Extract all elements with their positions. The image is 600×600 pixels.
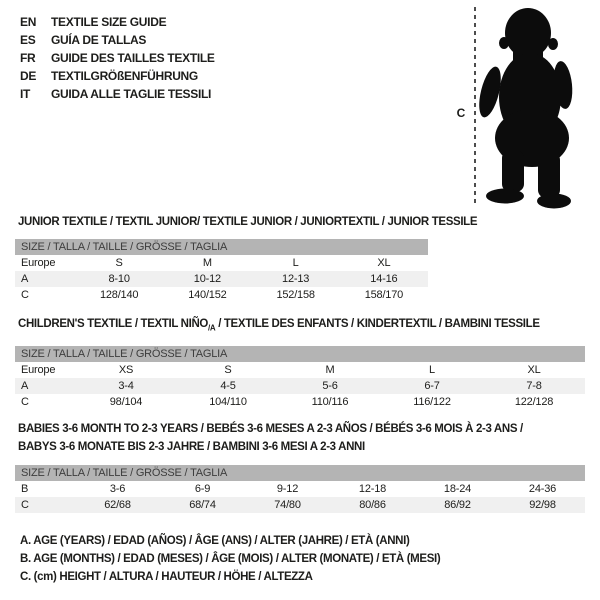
language-header bbox=[20, 13, 215, 103]
table-row-europe bbox=[15, 362, 585, 378]
junior-table-title: JUNIOR TEXTILE / TEXTIL JUNIOR/ TEXTILE JUNIOR / JUNIORTEXTIL / JUNIOR TESSILE bbox=[18, 216, 478, 228]
language-row-it bbox=[20, 85, 215, 103]
table-cell: 110/116 bbox=[311, 396, 349, 408]
language-title: GUIDE DES TAILLES TEXTILE bbox=[51, 51, 215, 65]
table-cell: L bbox=[292, 257, 299, 269]
babies-table-title-line2: BABYS 3-6 MONATE BIS 2-3 JAHRE / BAMBINI 3-6 MESI A 2-3 ANNI bbox=[18, 441, 365, 453]
row-label: A bbox=[21, 380, 29, 392]
table-cell: 24-36 bbox=[528, 483, 557, 495]
table-cell: 122/128 bbox=[514, 396, 554, 408]
language-code: DE bbox=[20, 69, 37, 83]
table-row-europe bbox=[15, 255, 428, 271]
table-cell: 8-10 bbox=[108, 273, 130, 285]
size-header-label: SIZE / TALLA / TAILLE / GRÖSSE / TAGLIA bbox=[21, 241, 228, 253]
row-label: C bbox=[21, 396, 29, 408]
children-table-title bbox=[18, 318, 540, 332]
language-title: TEXTILE SIZE GUIDE bbox=[51, 15, 167, 29]
table-cell: 80/86 bbox=[359, 499, 386, 511]
language-row-de bbox=[20, 67, 215, 85]
table-cell: 6-9 bbox=[194, 483, 211, 495]
size-header-row bbox=[15, 346, 585, 362]
table-row-a bbox=[15, 271, 428, 287]
table-cell: 4-5 bbox=[220, 380, 236, 392]
table-cell: 68/74 bbox=[189, 499, 216, 511]
table-cell: S bbox=[224, 364, 232, 376]
language-title: TEXTILGRÖßENFÜHRUNG bbox=[51, 69, 198, 83]
table-cell: 10-12 bbox=[193, 273, 221, 285]
language-code: EN bbox=[20, 15, 37, 29]
table-cell: XL bbox=[527, 364, 541, 376]
table-cell: 140/152 bbox=[188, 289, 227, 301]
table-cell: 116/122 bbox=[413, 396, 451, 408]
row-label: Europe bbox=[21, 257, 56, 269]
table-cell: S bbox=[115, 257, 123, 269]
table-row-a bbox=[15, 378, 585, 394]
children-size-table bbox=[15, 346, 585, 410]
table-cell: 7-8 bbox=[526, 380, 542, 392]
language-row-en bbox=[20, 13, 215, 31]
size-header-row bbox=[15, 239, 428, 255]
table-cell: 92/98 bbox=[529, 499, 556, 511]
children-title-pre: CHILDREN'S TEXTILE / TEXTIL NIÑO bbox=[18, 318, 209, 330]
table-cell: 12-13 bbox=[282, 273, 310, 285]
size-header-row bbox=[15, 465, 585, 481]
table-cell: 86/92 bbox=[444, 499, 471, 511]
row-label: Europe bbox=[21, 364, 56, 376]
language-row-es bbox=[20, 31, 215, 49]
table-cell: L bbox=[429, 364, 435, 376]
table-row-c bbox=[15, 287, 428, 303]
table-row-c bbox=[15, 394, 585, 410]
size-header-label: SIZE / TALLA / TAILLE / GRÖSSE / TAGLIA bbox=[21, 467, 228, 479]
footnote-b: B. AGE (MONTHS) / EDAD (MESES) / ÂGE (MOIS) / ALTER (MONATE) / ETÀ (MESI) bbox=[20, 553, 441, 565]
table-cell: M bbox=[202, 257, 212, 269]
row-label: C bbox=[21, 499, 29, 511]
table-cell: 158/170 bbox=[364, 289, 404, 301]
table-row-b bbox=[15, 481, 585, 497]
toddler-silhouette bbox=[475, 0, 600, 212]
table-cell: 152/158 bbox=[276, 289, 315, 301]
table-cell: 9-12 bbox=[276, 483, 299, 495]
language-code: IT bbox=[20, 87, 31, 101]
language-row-fr bbox=[20, 49, 215, 67]
language-code: FR bbox=[20, 51, 36, 65]
footnote-c: C. (cm) HEIGHT / ALTURA / HAUTEUR / HÖHE / ALTEZZA bbox=[20, 571, 313, 583]
table-cell: 5-6 bbox=[322, 380, 338, 392]
height-measure-label: C bbox=[456, 106, 466, 120]
babies-size-table bbox=[15, 465, 585, 513]
table-cell: 12-18 bbox=[358, 483, 387, 495]
table-cell: 128/140 bbox=[99, 289, 139, 301]
language-code: ES bbox=[20, 33, 36, 47]
table-cell: M bbox=[325, 364, 335, 376]
table-cell: XS bbox=[118, 364, 134, 376]
table-cell: 3-4 bbox=[118, 380, 134, 392]
table-cell: 74/80 bbox=[274, 499, 301, 511]
table-cell: 14-16 bbox=[370, 273, 398, 285]
table-row-c bbox=[15, 497, 585, 513]
row-label: B bbox=[21, 483, 29, 495]
table-cell: XL bbox=[377, 257, 391, 269]
children-title-sub: /A bbox=[208, 323, 216, 333]
language-title: GUIDA ALLE TAGLIE TESSILI bbox=[51, 87, 212, 101]
table-cell: 62/68 bbox=[104, 499, 131, 511]
table-cell: 6-7 bbox=[424, 380, 440, 392]
babies-table-title-line1: BABIES 3-6 MONTH TO 2-3 YEARS / BEBÉS 3-6 MESES A 2-3 AÑOS / BÉBÉS 3-6 MOIS À 2-3 ANS / bbox=[18, 423, 523, 435]
footnotes bbox=[20, 535, 440, 589]
junior-size-table bbox=[15, 239, 428, 303]
language-title: GUÍA DE TALLAS bbox=[51, 33, 147, 47]
children-title-post: / TEXTILE DES ENFANTS / KINDERTEXTIL / BAMBINI TESSILE bbox=[215, 318, 540, 330]
footnote-a: A. AGE (YEARS) / EDAD (AÑOS) / ÂGE (ANS) / ALTER (JAHRE) / ETÀ (ANNI) bbox=[20, 535, 410, 547]
size-header-label: SIZE / TALLA / TAILLE / GRÖSSE / TAGLIA bbox=[21, 348, 228, 360]
table-cell: 18-24 bbox=[443, 483, 472, 495]
row-label: C bbox=[21, 289, 29, 301]
table-cell: 3-6 bbox=[109, 483, 126, 495]
table-cell: 98/104 bbox=[109, 396, 143, 408]
row-label: A bbox=[21, 273, 29, 285]
table-cell: 104/110 bbox=[209, 396, 247, 408]
